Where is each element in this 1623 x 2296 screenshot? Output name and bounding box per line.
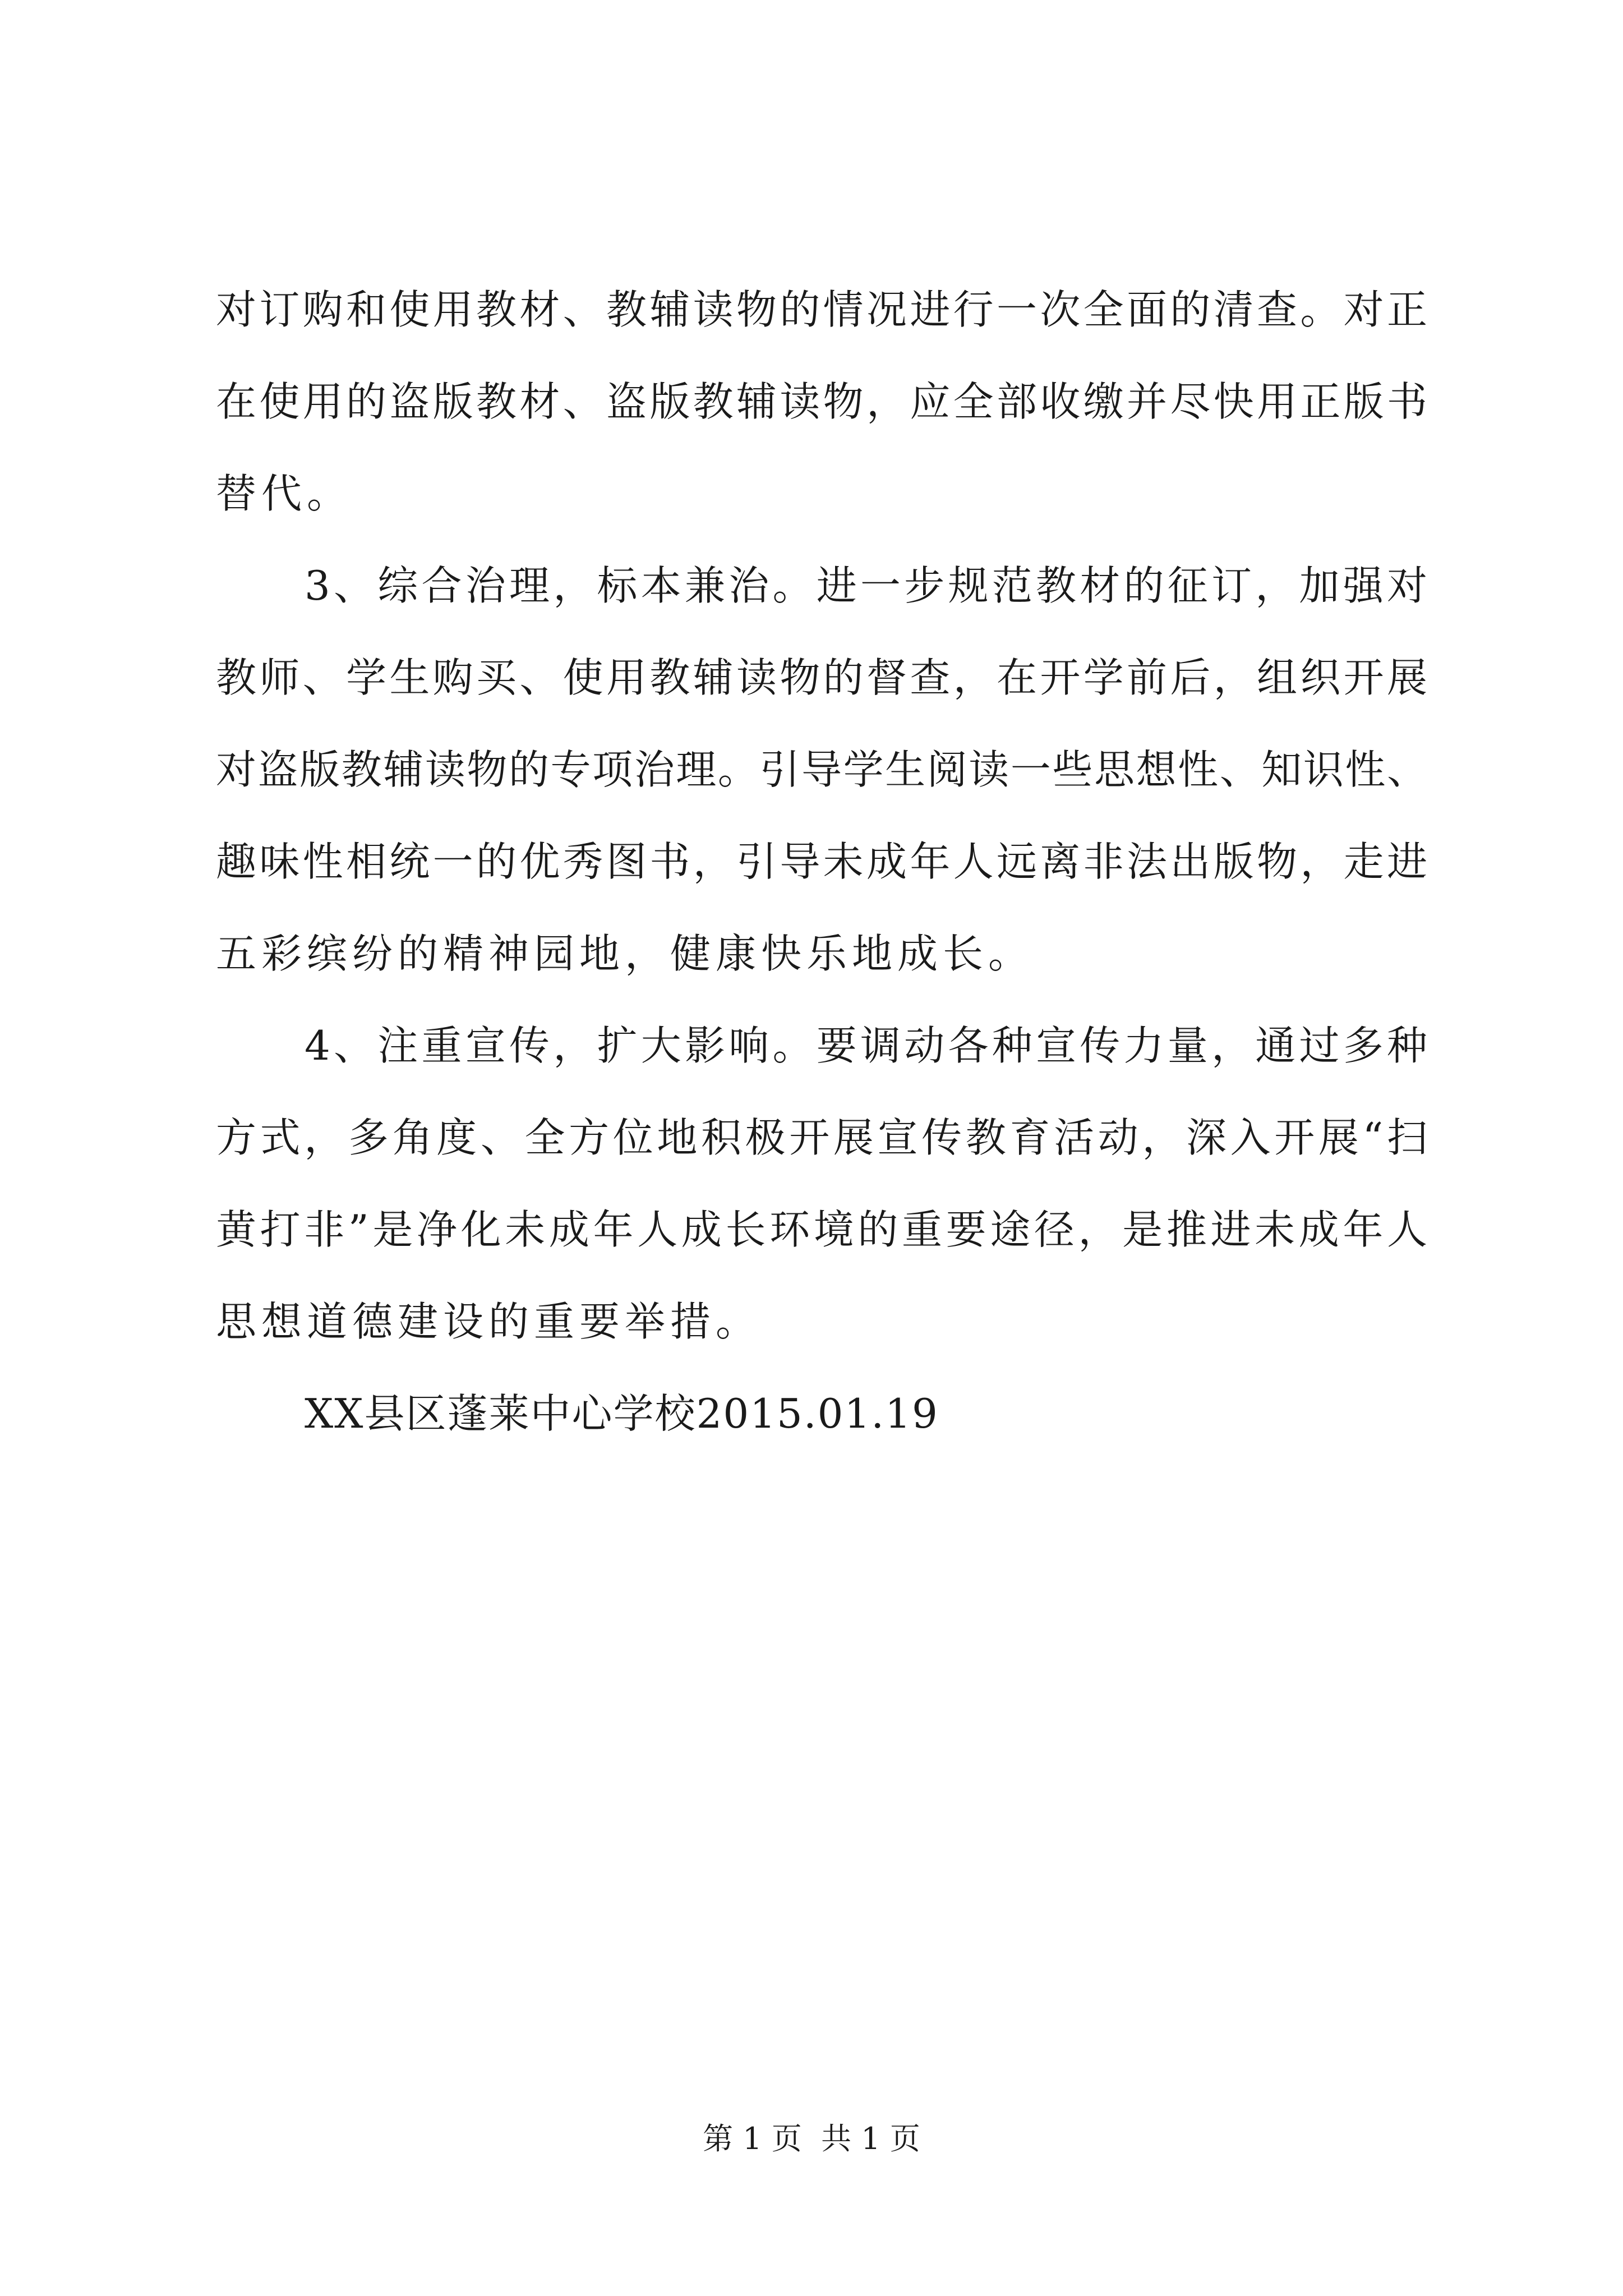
document-body bbox=[216, 264, 1427, 1460]
paragraph-line: 4、注重宣传，扩大影响。要调动各种宣传力量，通过多种 bbox=[305, 1022, 1427, 1069]
paragraph-2 bbox=[216, 540, 1427, 1000]
paragraph-line: 对盗版教辅读物的专项治理。引导学生阅读一些思想性、知识性、 bbox=[216, 746, 1427, 793]
paragraph-line: 3、综合治理，标本兼治。进一步规范教材的征订，加强对 bbox=[305, 562, 1427, 609]
paragraph-line: 对订购和使用教材、教辅读物的情况进行一次全面的清查。对正 bbox=[216, 286, 1427, 333]
signature-line: XX县区蓬莱中心学校2015.01.19 bbox=[305, 1390, 939, 1437]
paragraph-line: 在使用的盗版教材、盗版教辅读物，应全部收缴并尽快用正版书 bbox=[216, 378, 1427, 425]
paragraph-3 bbox=[216, 1000, 1427, 1368]
paragraph-line: 替代。 bbox=[216, 470, 353, 517]
paragraph-line: 思想道德建设的重要举措。 bbox=[216, 1298, 762, 1345]
paragraph-1 bbox=[216, 264, 1427, 540]
paragraph-line: 教师、学生购买、使用教辅读物的督查，在开学前后，组织开展 bbox=[216, 654, 1427, 701]
paragraph-line: 趣味性相统一的优秀图书，引导未成年人远离非法出版物，走进 bbox=[216, 838, 1427, 885]
paragraph-line: 五彩缤纷的精神园地，健康快乐地成长。 bbox=[216, 930, 1034, 977]
page-footer: 第 1 页 共 1 页 bbox=[703, 2121, 920, 2156]
paragraph-line: 方式，多角度、全方位地积极开展宣传教育活动，深入开展“扫 bbox=[216, 1114, 1427, 1161]
paragraph-line: 黄打非”是净化未成年人成长环境的重要途径，是推进未成年人 bbox=[216, 1206, 1427, 1253]
